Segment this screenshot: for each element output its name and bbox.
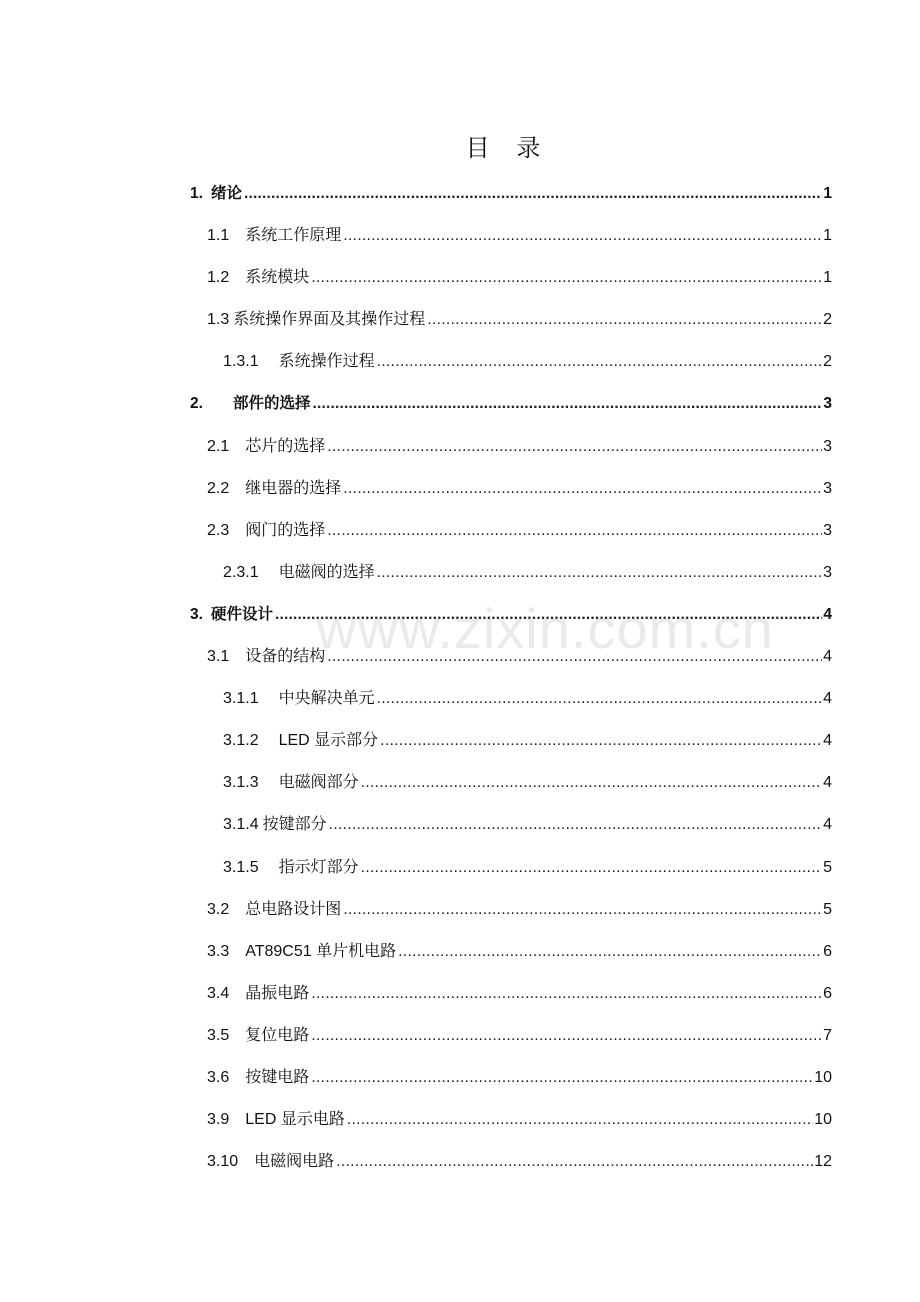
toc-entry-page: 1 [823,269,832,287]
toc-entry[interactable] [190,299,832,341]
toc-leader-dots [327,510,822,552]
toc-entry-title: 部件的选择 [232,395,311,413]
toc-leader-dots [311,1057,813,1099]
toc-entry-title: 晶振电路 [245,984,310,1002]
toc-entry-title: 阀门的选择 [245,521,326,539]
toc-entry-page: 3 [823,395,832,413]
toc-entry[interactable] [190,341,832,383]
toc-leader-dots [329,804,822,846]
toc-entry-page: 6 [823,984,832,1002]
toc-entry-title: 设备的结构 [245,648,326,666]
toc-entry[interactable] [190,426,832,468]
toc-entry-number: 3.1.1 [223,690,259,708]
toc-entry-title: 系统操作过程 [278,353,375,371]
toc-leader-dots [377,341,822,383]
toc-entry-title: 中央解决单元 [278,690,375,708]
toc-entry-number: 2.3 [207,521,230,539]
toc-entry-number: 1.3.1 [223,353,259,371]
toc-entry-title: 电磁阀电路 [254,1153,335,1171]
toc-entry-page: 6 [823,942,832,960]
toc-entry-page: 1 [823,227,832,245]
toc-entry-page: 3 [823,437,832,455]
toc-entry[interactable] [190,678,832,720]
toc-entry-number: 1.3 [207,311,230,329]
toc-leader-dots [427,299,822,341]
toc-entry-title: 总电路设计图 [245,900,342,918]
toc-entry-page: 2 [823,353,832,371]
toc-title: 目 录 [465,135,551,162]
toc-leader-dots [347,1099,813,1141]
toc-leader-dots [343,889,822,931]
toc-entry-title: 电磁阀的选择 [278,563,375,581]
toc-entry-number: 3.4 [207,984,230,1002]
toc-entry-title: 系统操作界面及其操作过程 [233,311,426,329]
toc-entry[interactable] [190,1015,832,1057]
toc-entry[interactable] [190,594,832,636]
toc-entry[interactable] [190,468,832,510]
watermark: www.zixin.com.cn [316,597,774,660]
toc-entry-page: 4 [823,605,832,623]
toc-entry[interactable] [190,1057,832,1099]
toc-leader-dots [377,678,822,720]
toc-leader-dots [327,636,822,678]
toc-entry-number: 3.1.2 [223,732,259,750]
toc-entry-page: 4 [823,774,832,792]
toc-entry-number: 2. [190,395,203,413]
toc-entry-number: 3.10 [207,1153,239,1171]
toc-entry-title: 电磁阀部分 [278,774,359,792]
toc-entry[interactable] [190,383,832,425]
toc-leader-dots [398,931,822,973]
toc-leader-dots [312,383,822,425]
toc-leader-dots [244,173,822,215]
toc-leader-dots [343,215,822,257]
toc-entry-number: 2.1 [207,437,230,455]
toc-entry-number: 3.1.3 [223,774,259,792]
toc-entry-page: 5 [823,900,832,918]
toc-entry-number: 1.1 [207,227,230,245]
toc-leader-dots [311,973,822,1015]
toc-entry-title: 芯片的选择 [245,437,326,455]
toc-entry[interactable] [190,847,832,889]
toc-entry-number: 3.9 [207,1111,230,1129]
toc-entry-page: 12 [814,1153,832,1171]
toc-entry-number: 3.2 [207,900,230,918]
toc-list [190,173,832,1183]
toc-leader-dots [311,1015,822,1057]
toc-entry-title: 按键电路 [245,1068,310,1086]
toc-entry-title: LED 显示电路 [245,1111,345,1129]
toc-entry-page: 4 [823,732,832,750]
toc-leader-dots [343,468,822,510]
toc-entry-page: 10 [814,1068,832,1086]
toc-entry-page: 3 [823,563,832,581]
toc-entry-number: 3.1.5 [223,858,259,876]
toc-entry-number: 1. [190,185,203,202]
toc-leader-dots [311,257,822,299]
toc-entry[interactable] [190,552,832,594]
toc-entry[interactable] [190,931,832,973]
toc-entry-title: 继电器的选择 [245,479,342,497]
toc-entry-number: 2.2 [207,479,230,497]
toc-entry[interactable] [190,173,832,215]
toc-entry-number: 3.5 [207,1026,230,1044]
toc-entry-page: 3 [823,521,832,539]
toc-entry[interactable] [190,1099,832,1141]
toc-entry[interactable] [190,636,832,678]
toc-entry-title: 系统模块 [245,269,310,287]
toc-entry[interactable] [190,1141,832,1183]
toc-entry[interactable] [190,720,832,762]
toc-entry[interactable] [190,889,832,931]
toc-entry[interactable] [190,215,832,257]
toc-leader-dots [377,552,822,594]
toc-entry-title: 绪论 [210,185,242,202]
toc-leader-dots [327,426,822,468]
toc-entry-page: 5 [823,858,832,876]
toc-entry-page: 10 [814,1111,832,1129]
toc-entry[interactable] [190,804,832,846]
toc-entry[interactable] [190,973,832,1015]
toc-entry-page: 2 [823,311,832,329]
toc-entry-title: 按键部分 [262,816,327,834]
toc-entry-number: 3.6 [207,1068,230,1086]
toc-entry-title: 复位电路 [245,1026,310,1044]
toc-entry-title: AT89C51 单片机电路 [245,942,397,960]
toc-entry-title: 指示灯部分 [278,858,359,876]
toc-entry-page: 4 [823,648,832,666]
toc-entry-number: 3.3 [207,942,230,960]
toc-entry-title: 硬件设计 [210,605,273,623]
toc-leader-dots [361,762,822,804]
toc-entry-number: 1.2 [207,269,230,287]
toc-entry-page: 3 [823,479,832,497]
toc-entry-number: 3.1 [207,648,230,666]
toc-entry[interactable] [190,257,832,299]
toc-entry-page: 7 [823,1026,832,1044]
toc-entry[interactable] [190,510,832,552]
toc-entry[interactable] [190,762,832,804]
toc-entry-number: 3.1.4 [223,816,259,834]
toc-entry-number: 3. [190,605,203,623]
toc-entry-number: 2.3.1 [223,563,259,581]
toc-leader-dots [361,847,822,889]
toc-leader-dots [275,594,822,636]
toc-entry-page: 4 [823,690,832,708]
toc-entry-title: LED 显示部分 [278,732,379,750]
toc-leader-dots [336,1141,813,1183]
toc-entry-page: 1 [823,185,832,202]
toc-leader-dots [380,720,822,762]
toc-entry-page: 4 [823,816,832,834]
toc-entry-title: 系统工作原理 [245,227,342,245]
